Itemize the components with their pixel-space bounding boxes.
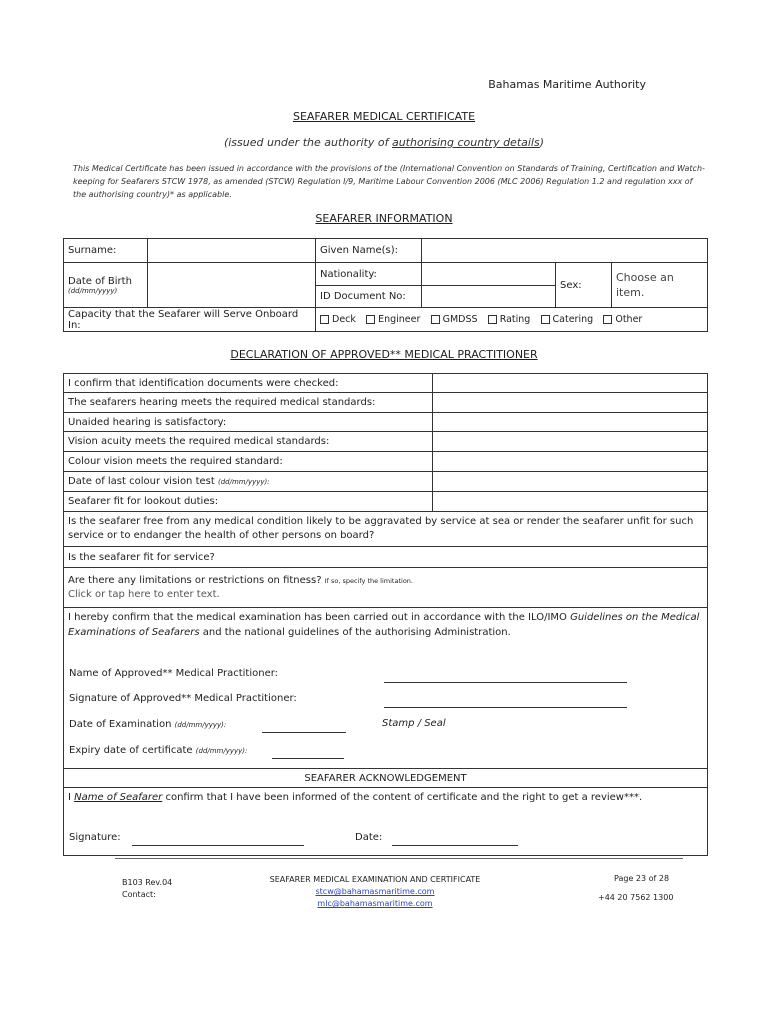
declaration-heading: DECLARATION OF APPROVED** MEDICAL PRACTITIONER [230,348,538,361]
nationality-label: Nationality: [316,263,422,286]
page-title: SEAFARER MEDICAL CERTIFICATE [292,110,476,123]
other-checkbox[interactable] [603,315,612,324]
capacity-option-catering[interactable] [541,314,594,325]
gmdss-label: GMDSS [442,314,478,325]
declaration-row: Unaided hearing is satisfactory: [64,413,433,432]
rating-label: Rating [499,314,531,325]
ack-prefix: I [68,792,75,803]
exam-date-text: Date of Examination [69,719,172,730]
confirm-suffix: and the national guidelines of the authorising Administration. [199,627,511,638]
sex-value[interactable]: Choose an item. [616,271,674,299]
deck-checkbox[interactable] [320,315,329,324]
email-stcw-link[interactable]: stcw@bahamasmaritime.com [315,887,435,896]
expiry-label [69,745,247,756]
seafarer-info-heading: SEAFARER INFORMATION [315,212,453,225]
sex-label: Sex: [556,263,612,308]
surname-label: Surname: [64,239,148,263]
subtitle [0,136,768,149]
catering-label: Catering [552,314,594,325]
authority-name: Bahamas Maritime Authority [488,78,646,91]
gmdss-checkbox[interactable] [431,315,440,324]
confirmation-block [64,608,708,769]
given-names-input[interactable] [422,239,708,263]
declaration-table [63,373,708,856]
practitioner-signature-label: Signature of Approved** Medical Practitioner: [69,693,297,704]
declaration-row [64,472,433,492]
declaration-answer[interactable] [433,452,708,472]
dob-label-text: Date of Birth [68,275,132,287]
capacity-options [316,308,708,332]
engineer-label: Engineer [378,314,421,325]
declaration-answer[interactable] [433,492,708,512]
email-mlc-link[interactable]: mlc@bahamasmaritime.com [317,899,433,908]
capacity-option-engineer[interactable] [366,314,420,325]
capacity-option-gmdss[interactable] [431,314,478,325]
dob-input[interactable] [148,263,316,308]
declaration-row: Colour vision meets the required standard: [64,452,433,472]
exam-date-format: (dd/mm/yyyy): [174,721,227,729]
fit-service-question: Is the seafarer fit for service? [64,547,708,568]
ack-signature-line[interactable] [132,844,304,846]
declaration-answer[interactable] [433,432,708,452]
limitations-cell [64,568,708,608]
footer-title: SEAFARER MEDICAL EXAMINATION AND CERTIFICATE [269,875,481,884]
colour-test-label: Date of last colour vision test [68,476,215,487]
declaration-answer[interactable] [433,472,708,492]
declaration-row: The seafarers hearing meets the required medical standards: [64,393,433,413]
acknowledgement-heading: SEAFARER ACKNOWLEDGEMENT [64,769,708,788]
practitioner-signature-line[interactable] [384,706,627,708]
subtitle-prefix: (issued under the authority of [223,136,392,149]
declaration-answer[interactable] [433,413,708,432]
acknowledgement-text [68,790,703,805]
intro-paragraph: This Medical Certificate has been issued in accordance with the provisions of the (International Convention on Standards of Training, Certification and Watch-keeping for Seafarers STCW 1978, as amended (STCW) Regulation I/9, Maritime Labour Convention 2006 (MLC 2006) Regulation 1.2 and regulation xxx of the authorising country)* as applicable. [73,164,705,199]
declaration-row: Vision acuity meets the required medical standards: [64,432,433,452]
seafarer-info-table [63,238,708,332]
colour-test-format: (dd/mm/yyyy): [217,478,270,486]
capacity-option-deck[interactable] [320,314,356,325]
dob-label [64,263,148,308]
capacity-option-other[interactable] [603,314,642,325]
deck-label: Deck [332,314,356,325]
subtitle-suffix: ) [539,136,545,149]
declaration-answer[interactable] [433,393,708,413]
free-condition-question: Is the seafarer free from any medical condition likely to be aggravated by service at sea or render the seafarer unfit for such service or to endanger the health of other persons on board? [64,512,708,547]
doc-code: B103 Rev.04 [122,878,173,887]
page-number: Page 23 of 28 [614,874,670,883]
ack-date-line[interactable] [392,844,518,846]
other-label: Other [615,314,643,325]
id-doc-label: ID Document No: [316,286,422,308]
ack-suffix: confirm that I have been informed of the content of certificate and the right to get a review***. [162,792,643,803]
expiry-format: (dd/mm/yyyy): [195,747,248,755]
acknowledgement-block [64,788,708,856]
exam-date-label [69,719,226,730]
expiry-text: Expiry date of certificate [69,745,193,756]
seafarer-name-field[interactable]: Name of Seafarer [74,792,163,803]
declaration-answer[interactable] [433,374,708,393]
ack-signature-label: Signature: [69,832,121,843]
stamp-seal-label: Stamp / Seal [382,718,446,729]
rating-checkbox[interactable] [488,315,497,324]
capacity-option-rating[interactable] [488,314,531,325]
footer-divider [115,858,683,859]
confirm-prefix: I hereby confirm that the medical examination has been carried out in accordance with the ILO/IMO [68,612,571,623]
declaration-row: Seafarer fit for lookout duties: [64,492,433,512]
given-names-label: Given Name(s): [316,239,422,263]
declaration-row: I confirm that identification documents were checked: [64,374,433,393]
dob-format: (dd/mm/yyyy) [68,286,118,295]
practitioner-name-line[interactable] [384,681,627,683]
surname-input[interactable] [148,239,316,263]
authorising-country-field[interactable]: authorising country details [391,136,540,149]
confirm-guidelines: Guidelines on the Medical Examinations of Seafarers [68,612,700,638]
capacity-label: Capacity that the Seafarer will Serve Onboard In: [64,308,316,332]
practitioner-name-label: Name of Approved** Medical Practitioner: [69,668,279,679]
contact-label: Contact: [122,890,156,899]
expiry-line[interactable] [272,757,344,759]
catering-checkbox[interactable] [541,315,550,324]
ack-date-label: Date: [355,832,383,843]
confirmation-text [68,610,703,640]
engineer-checkbox[interactable] [366,315,375,324]
phone-number: +44 20 7562 1300 [598,893,674,902]
limitations-question: Are there any limitations or restrictions on fitness? [68,575,322,586]
sex-dropdown[interactable] [612,263,708,308]
id-doc-input[interactable] [422,286,556,308]
exam-date-line[interactable] [262,731,346,733]
limitations-note: If so, specify the limitation. [324,577,413,585]
limitations-input[interactable]: Click or tap here to enter text. [68,589,220,600]
nationality-input[interactable] [422,263,556,286]
